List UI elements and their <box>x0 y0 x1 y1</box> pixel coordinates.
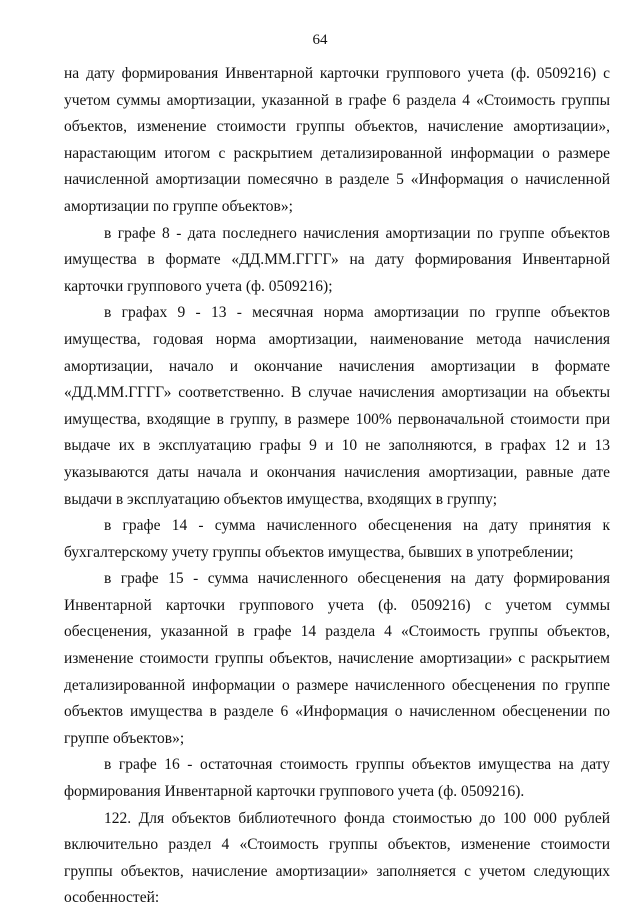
paragraph-amortization-continuation: на дату формирования Инвентарной карточки группового учета (ф. 0509216) с учетом суммы амортизации, указанной в графе 6 раздела 4 «Стоимость группы объектов, изменение стоимости группы объектов, начисление амортизации», нарастающим итогом с раскрытием детализированной информации о размере начисленной амортизации помесячно в разделе 5 «Информация о начисленной амортизации по группе объектов»; <box>64 65 610 215</box>
page-number: 64 <box>312 32 328 48</box>
paragraph-column-14: в графе 14 - сумма начисленного обесценения на дату принятия к бухгалтерскому учету группы объектов имущества, бывших в употреблении; <box>64 517 610 561</box>
paragraph-122: 122. Для объектов библиотечного фонда стоимостью до 100 000 рублей включительно раздел 4 «Стоимость группы объектов, изменение стоимости группы объектов, начисление амортизации» заполняется с учетом следующих особенностей: <box>64 809 610 907</box>
document-body <box>64 61 610 912</box>
paragraph-column-15: в графе 15 - сумма начисленного обесценения на дату формирования Инвентарной карточки группового учета (ф. 0509216) с учетом суммы обесценения, указанной в графе 14 раздела 4 «Стоимость группы объектов, изменение стоимости группы объектов, начисление амортизации» с раскрытием детализированной информации о размере начисленного обесценения по группе объектов имущества в разделе 6 «Информация о начисленном обесценении по группе объектов»; <box>64 570 610 747</box>
paragraph-columns-9-13: в графах 9 - 13 - месячная норма амортизации по группе объектов имущества, годовая норма амортизации, наименование метода начисления амортизации, начало и окончание начисления амортизации в формате «ДД.ММ.ГГГГ» соответственно. В случае начисления амортизации на объекты имущества, входящие в группу, в размере 100% первоначальной стоимости при выдаче их в эксплуатацию графы 9 и 10 не заполняются, в графах 12 и 13 указываются даты начала и окончания начисления амортизации, равные дате выдачи в эксплуатацию объектов имущества, входящих в группу; <box>64 304 610 508</box>
paragraph-column-8: в графе 8 - дата последнего начисления амортизации по группе объектов имущества в формате «ДД.ММ.ГГГГ» на дату формирования Инвентарной карточки группового учета (ф. 0509216); <box>64 224 610 295</box>
paragraph-column-16: в графе 16 - остаточная стоимость группы объектов имущества на дату формирования Инвентарной карточки группового учета (ф. 0509216). <box>64 756 610 801</box>
